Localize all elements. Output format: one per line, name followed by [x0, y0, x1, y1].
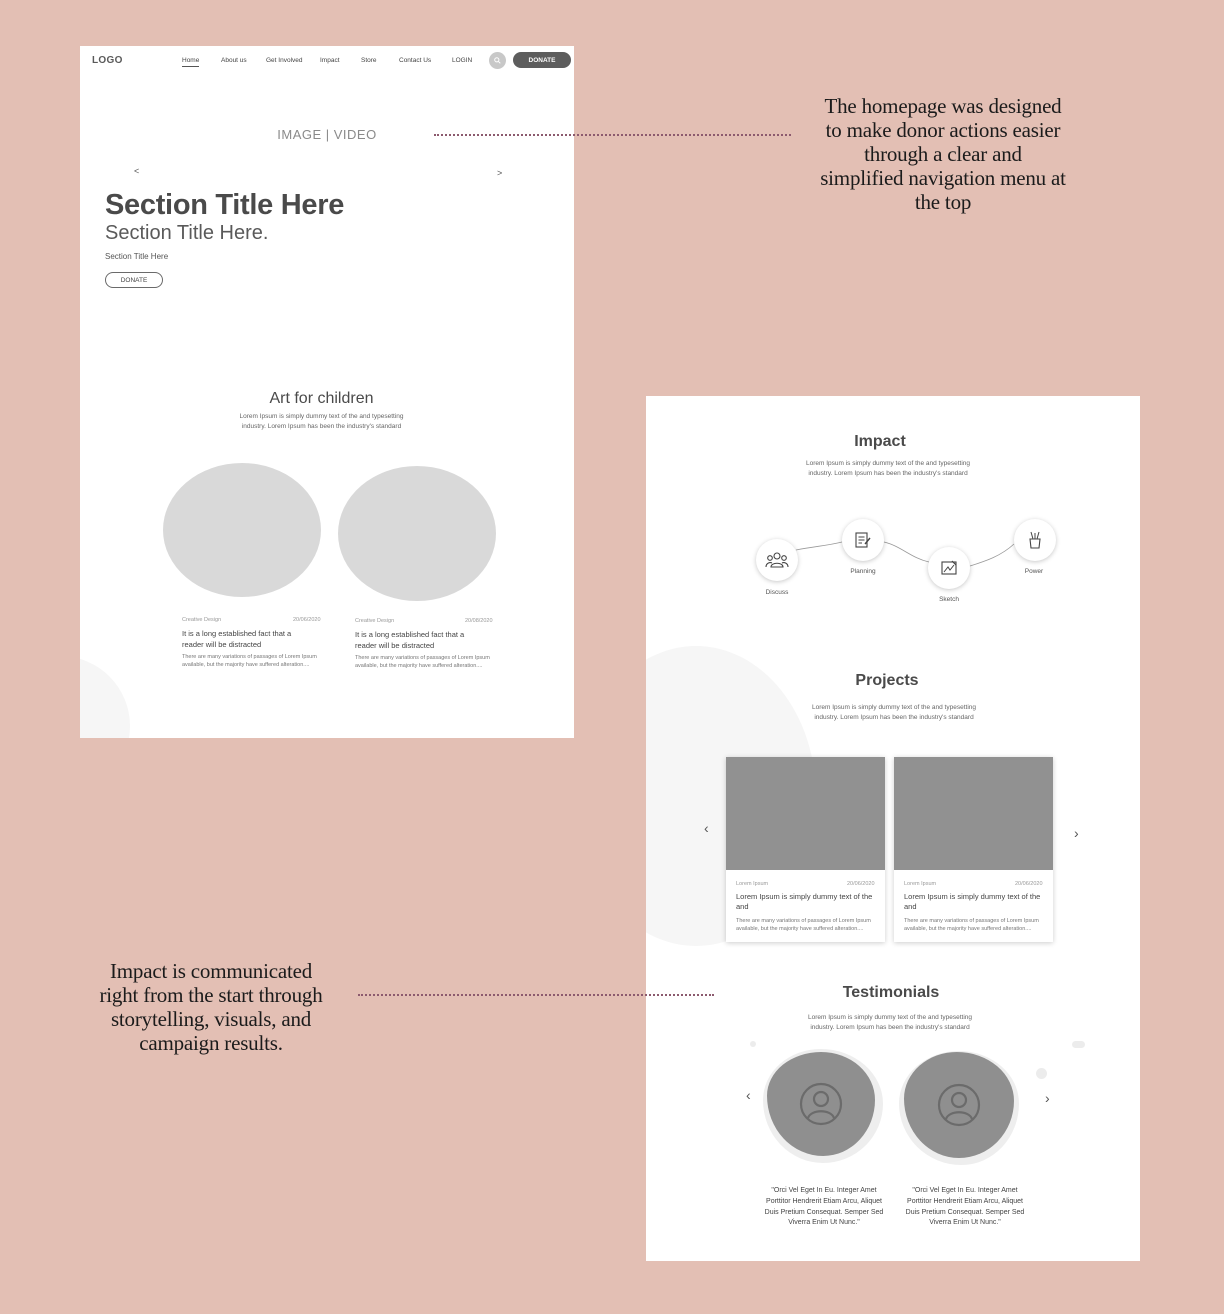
project-card-1-title-1: Lorem Ipsum is simply dummy text of the	[736, 892, 873, 901]
nav-impact[interactable]: Impact	[320, 57, 340, 64]
nav-about-us[interactable]: About us	[221, 57, 247, 64]
annotation-bottom-line-4: campaign results.	[139, 1031, 283, 1055]
annotation-bottom-connector	[358, 994, 714, 996]
project-card-2-date: 20/06/2020	[1015, 881, 1043, 887]
project-card-1-text-2: available, but the majority have suffered alteration....	[736, 926, 864, 932]
impact-desc-1: Lorem Ipsum is simply dummy text of the and typesetting	[805, 460, 970, 467]
project-card-1[interactable]	[726, 757, 885, 942]
second-page-wireframe	[646, 396, 1140, 1261]
art-card-2-text-2: available, but the majority have suffered alteration....	[355, 663, 483, 669]
hero-next-arrow[interactable]: >	[497, 168, 503, 178]
project-image-1	[726, 757, 885, 870]
hero-subtitle: Section Title Here.	[105, 222, 269, 244]
testimonial-quote-1-line-2: Porttitor Hendrerit Etiam Arcu, Aliquet	[766, 1197, 882, 1205]
project-card-1-title-2: and	[736, 902, 749, 911]
testimonials-prev-arrow[interactable]: ‹	[746, 1087, 751, 1103]
art-card-2-text-1: There are many variations of passages of Lorem Ipsum	[355, 655, 490, 661]
sketch-icon	[940, 559, 958, 577]
impact-title: Impact	[854, 433, 906, 450]
art-card-2-title-2[interactable]: reader will be distracted	[355, 641, 435, 650]
nav-store[interactable]: Store	[361, 57, 377, 64]
decor-dot	[1036, 1068, 1047, 1079]
project-card-2[interactable]	[894, 757, 1053, 942]
art-card-2-date: 20/08/2020	[465, 618, 493, 624]
step-planning-label: Planning	[850, 568, 876, 575]
projects-title: Projects	[855, 672, 919, 689]
logo[interactable]: LOGO	[92, 55, 123, 66]
art-card-1-title-2[interactable]: reader will be distracted	[182, 640, 262, 649]
step-discuss-label: Discuss	[765, 589, 789, 596]
art-section-desc-1: Lorem Ipsum is simply dummy text of the and typesetting	[239, 413, 404, 420]
art-section-desc-2: industry. Lorem Ipsum has been the industry's standard	[241, 423, 402, 430]
hero-title: Section Title Here	[105, 189, 345, 221]
art-card-1-date: 20/06/2020	[293, 617, 321, 623]
projects-desc-2: industry. Lorem Ipsum has been the industry's standard	[814, 714, 974, 721]
annotation-top-connector	[434, 134, 791, 136]
step-sketch-label: Sketch	[939, 596, 959, 603]
annotation-top-line-5: the top	[914, 190, 972, 214]
hero-donate-button[interactable]: DONATE	[105, 272, 163, 288]
art-card-1-text-1: There are many variations of passages of Lorem Ipsum	[182, 654, 317, 660]
hero-prev-arrow[interactable]: <	[134, 166, 140, 176]
impact-desc-2: industry. Lorem Ipsum has been the industry's standard	[808, 470, 968, 477]
annotation-bottom	[60, 959, 362, 1055]
project-card-1-text-1: There are many variations of passages of Lorem Ipsum	[736, 918, 871, 924]
project-card-1-date: 20/06/2020	[847, 881, 875, 887]
nav-home[interactable]: Home	[182, 57, 199, 67]
tools-cup-icon	[1027, 531, 1043, 549]
document-edit-icon	[854, 531, 872, 549]
project-card-2-title-1: Lorem Ipsum is simply dummy text of the	[904, 892, 1041, 901]
user-icon	[799, 1082, 843, 1126]
testimonial-quote-1-line-3: Duis Pretium Consequat. Semper Sed	[764, 1208, 884, 1216]
step-power-label: Power	[1024, 568, 1044, 575]
art-card-2-category: Creative Design	[355, 618, 395, 624]
testimonials-title: Testimonials	[842, 984, 940, 1001]
project-card-2-title-2: and	[904, 902, 917, 911]
annotation-bottom-line-2: right from the start through	[99, 983, 323, 1007]
decor-dot	[1072, 1041, 1085, 1048]
testimonial-quote-2-line-4: Viverra Enim Ut Nunc."	[929, 1219, 1001, 1227]
nav-contact-us[interactable]: Contact Us	[399, 57, 432, 64]
donate-button[interactable]: DONATE	[513, 52, 571, 68]
art-card-1-category: Creative Design	[182, 617, 222, 623]
annotation-bottom-line-3: storytelling, visuals, and	[110, 1007, 312, 1031]
testimonial-quote-1-line-1: "Orci Vel Eget In Eu. Integer Amet	[771, 1187, 877, 1194]
testimonial-quote-1	[750, 1186, 898, 1229]
art-card-1-text-2: available, but the majority have suffered alteration....	[182, 662, 310, 668]
testimonial-quote-2-line-2: Porttitor Hendrerit Etiam Arcu, Aliquet	[907, 1197, 1023, 1205]
homepage-wireframe	[80, 46, 574, 738]
step-sketch-circle[interactable]	[928, 547, 970, 589]
annotation-top-line-4: simplified navigation menu at	[820, 166, 1066, 190]
projects-next-arrow[interactable]: ›	[1074, 825, 1079, 841]
testimonials-desc-2: industry. Lorem Ipsum has been the industry's standard	[810, 1024, 970, 1031]
testimonial-quote-2	[891, 1186, 1039, 1229]
testimonial-quote-1-line-4: Viverra Enim Ut Nunc."	[788, 1219, 860, 1227]
art-image-placeholder-2[interactable]	[338, 466, 496, 601]
project-card-2-category: Lorem Ipsum	[904, 881, 937, 887]
project-image-2	[894, 757, 1053, 870]
step-discuss-circle[interactable]	[756, 539, 798, 581]
nav-get-involved[interactable]: Get Involved	[266, 57, 303, 64]
nav-login[interactable]: LOGIN	[452, 57, 473, 64]
step-power-circle[interactable]	[1014, 519, 1056, 561]
art-section-title: Art for children	[269, 390, 374, 407]
project-card-1-category: Lorem Ipsum	[736, 881, 769, 887]
step-planning-circle[interactable]	[842, 519, 884, 561]
annotation-top	[790, 94, 1096, 214]
testimonials-next-arrow[interactable]: ›	[1045, 1090, 1050, 1106]
project-card-2-text-2: available, but the majority have suffered alteration....	[904, 926, 1032, 932]
decor-dot	[750, 1041, 756, 1047]
decor-blob	[80, 656, 130, 738]
testimonial-quote-2-line-1: "Orci Vel Eget In Eu. Integer Amet	[912, 1187, 1018, 1194]
projects-prev-arrow[interactable]: ‹	[704, 820, 709, 836]
impact-connector-lines	[646, 396, 1140, 626]
annotation-top-line-2: to make donor actions easier	[825, 118, 1061, 142]
annotation-bottom-line-1: Impact is communicated	[109, 959, 313, 983]
annotation-top-line-3: through a clear and	[864, 142, 1022, 166]
people-icon	[765, 551, 789, 569]
art-card-2-title-1[interactable]: It is a long established fact that a	[355, 630, 465, 639]
art-image-placeholder-1[interactable]	[163, 463, 321, 597]
annotation-top-line-1: The homepage was designed	[824, 94, 1062, 118]
project-card-2-text-1: There are many variations of passages of Lorem Ipsum	[904, 918, 1039, 924]
search-button[interactable]	[489, 52, 506, 69]
projects-desc-1: Lorem Ipsum is simply dummy text of the and typesetting	[811, 704, 976, 711]
user-icon	[937, 1083, 981, 1127]
hero-media-placeholder: IMAGE | VIDEO	[277, 127, 377, 142]
testimonials-desc-1: Lorem Ipsum is simply dummy text of the and typesetting	[807, 1014, 972, 1021]
search-icon	[494, 57, 501, 64]
art-card-1-title-1[interactable]: It is a long established fact that a	[182, 629, 292, 638]
testimonial-quote-2-line-3: Duis Pretium Consequat. Semper Sed	[905, 1208, 1025, 1216]
hero-small-title: Section Title Here	[105, 252, 169, 261]
